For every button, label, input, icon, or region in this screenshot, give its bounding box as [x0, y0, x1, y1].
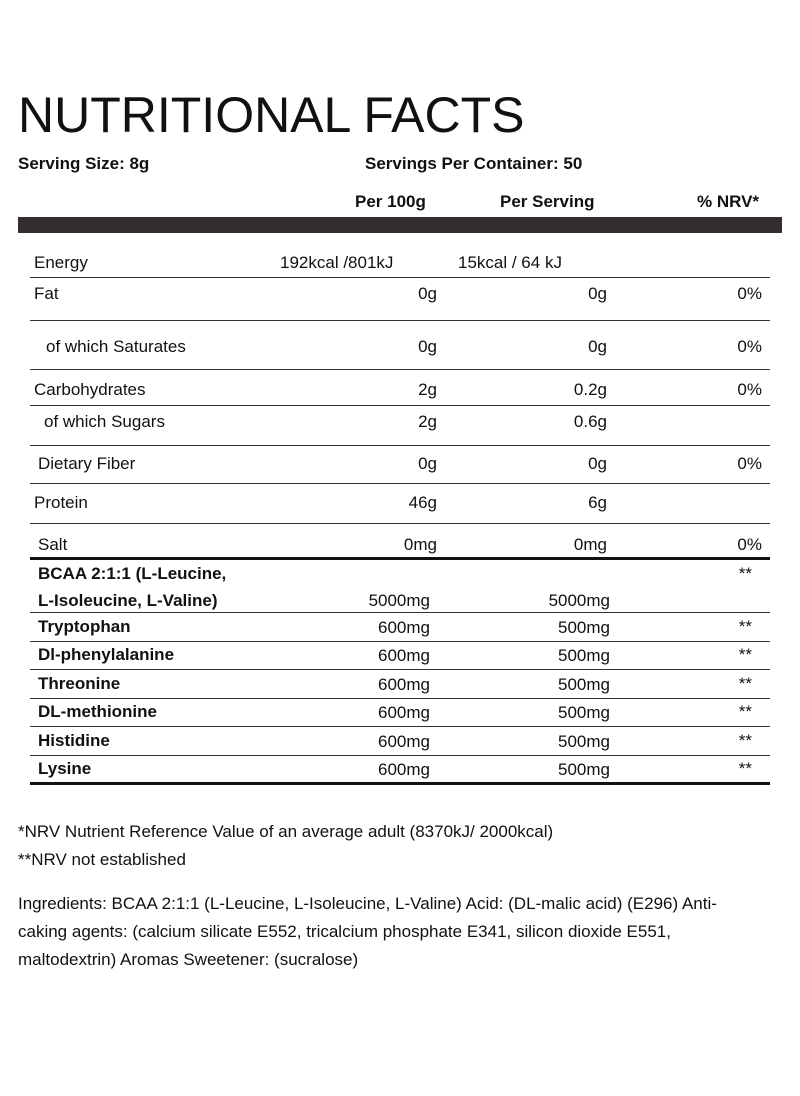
amino-per-100g: 600mg [378, 760, 430, 779]
nutrient-label: Protein [34, 493, 88, 512]
bcaa-label-line1: BCAA 2:1:1 (L-Leucine, [38, 564, 227, 583]
nutrient-label: Dietary Fiber [38, 454, 136, 473]
nutrient-label: of which Saturates [46, 337, 186, 356]
amino-label: Dl-phenylalanine [38, 645, 175, 665]
header-bar [18, 217, 782, 233]
amino-per-serving: 500mg [558, 703, 610, 723]
nutrient-per-serving: 0.6g [573, 412, 607, 431]
nutrient-per-serving: 0mg [573, 535, 607, 554]
amino-nrv: ** [738, 617, 752, 636]
bcaa-nrv: ** [738, 564, 752, 583]
nutrient-nrv: 0% [737, 535, 762, 554]
header-nrv: % NRV* [697, 192, 760, 211]
amino-nrv: ** [738, 759, 752, 778]
amino-nrv: ** [738, 673, 752, 693]
nutrient-per-100g: 46g [408, 493, 437, 512]
thick-divider [30, 782, 770, 785]
amino-label: Lysine [38, 759, 92, 778]
divider [30, 755, 770, 756]
thick-divider [30, 557, 770, 560]
nutrient-label: of which Sugars [44, 412, 165, 431]
nutrient-label: Fat [34, 284, 59, 303]
divider [30, 612, 770, 613]
bcaa-label-line2: L-Isoleucine, L-Valine) [38, 591, 218, 610]
energy-per-100g: 192kcal /801kJ [280, 253, 394, 272]
nutrient-per-100g: 0g [418, 337, 437, 356]
header-per-100g: Per 100g [355, 192, 426, 211]
divider [30, 726, 770, 727]
energy-per-serving: 15kcal / 64 kJ [458, 253, 562, 272]
amino-label: DL-methionine [38, 702, 157, 722]
nutrient-per-serving: 0g [588, 454, 607, 473]
amino-per-serving: 500mg [558, 674, 610, 694]
nutrient-nrv: 0% [737, 454, 762, 473]
serving-size: Serving Size: 8g [18, 154, 150, 173]
divider [30, 320, 770, 321]
amino-per-serving: 500mg [558, 618, 610, 637]
divider [30, 405, 770, 406]
nutrient-per-100g: 2g [418, 412, 437, 431]
energy-label: Energy [34, 253, 88, 272]
page-title: NUTRITIONAL FACTS [18, 87, 525, 143]
divider [30, 669, 770, 670]
nutrient-per-serving: 0g [588, 337, 607, 356]
amino-per-100g: 600mg [378, 731, 430, 751]
nutrient-per-100g: 0mg [403, 535, 437, 554]
servings-per-container: Servings Per Container: 50 [365, 154, 583, 173]
amino-nrv: ** [738, 730, 752, 750]
nutrient-nrv: 0% [737, 284, 762, 303]
amino-label: Threonine [38, 673, 121, 693]
amino-nrv: ** [738, 702, 752, 722]
amino-per-serving: 500mg [558, 760, 610, 779]
divider [30, 698, 770, 699]
amino-per-100g: 600mg [378, 674, 430, 694]
divider [30, 445, 770, 446]
nutrient-nrv: 0% [737, 337, 762, 356]
nutrient-per-100g: 2g [418, 380, 437, 399]
nutrient-per-serving: 0g [588, 284, 607, 303]
amino-per-100g: 600mg [378, 618, 430, 637]
nrv-note: *NRV Nutrient Reference Value of an average adult (8370kJ/ 2000kcal) [18, 822, 554, 841]
nrv-not-established-note: **NRV not established [18, 850, 186, 869]
bcaa-per-serving: 5000mg [548, 591, 610, 610]
header-per-serving: Per Serving [500, 192, 595, 211]
bcaa-per-100g: 5000mg [368, 591, 430, 610]
amino-per-serving: 500mg [558, 731, 610, 751]
amino-label: Tryptophan [38, 617, 131, 636]
amino-per-serving: 500mg [558, 646, 610, 666]
divider [30, 369, 770, 370]
nutrient-per-100g: 0g [418, 284, 437, 303]
nutrient-label: Carbohydrates [34, 380, 146, 399]
divider [30, 641, 770, 642]
divider [30, 483, 770, 484]
nutrient-nrv: 0% [737, 380, 762, 399]
nutrient-per-100g: 0g [418, 454, 437, 473]
nutrient-per-serving: 6g [588, 493, 607, 512]
amino-nrv: ** [738, 645, 752, 665]
amino-per-100g: 600mg [378, 646, 430, 666]
amino-per-100g: 600mg [378, 703, 430, 723]
divider [30, 277, 770, 278]
nutrient-per-serving: 0.2g [573, 380, 607, 399]
divider [30, 523, 770, 524]
nutrient-label: Salt [38, 535, 68, 554]
amino-label: Histidine [38, 730, 110, 750]
ingredients-text: Ingredients: BCAA 2:1:1 (L-Leucine, L-Isoleucine, L-Valine) Acid: (DL-malic acid) (E296) Anti-caking agents: (calcium silicate E552, tricalcium phosphate E341, silicon dioxide E551, maltodextrin) Aromas Sweetener: (sucralose) [18, 894, 717, 969]
